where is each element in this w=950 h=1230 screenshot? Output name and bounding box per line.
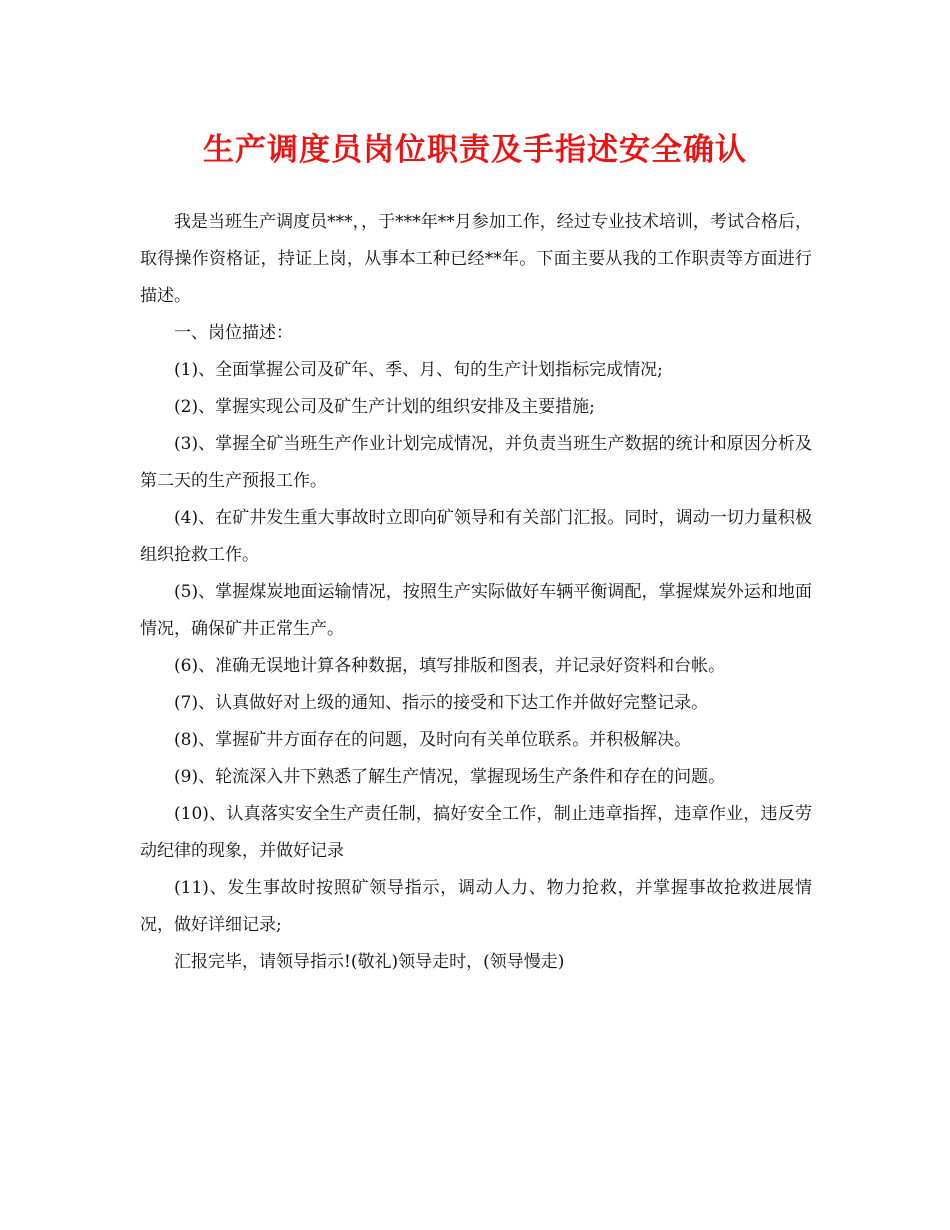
paragraph-intro: 我是当班生产调度员***，，于***年**月参加工作，经过专业技术培训，考试合格后，取得操作资格证，持证上岗，从事本工种已经**年。下面主要从我的工作职责等方面进行描述。 [140, 212, 812, 306]
duty-item-2: (2)、掌握实现公司及矿生产计划的组织安排及主要措施; [174, 397, 595, 417]
duty-item-6: (6)、准确无误地计算各种数据，填写排版和图表，并记录好资料和台帐。 [174, 656, 726, 676]
duty-item-8: (8)、掌握矿井方面存在的问题，及时向有关单位联系。并积极解决。 [174, 730, 692, 750]
duty-item-4: (4)、在矿井发生重大事故时立即向矿领导和有关部门汇报。同时，调动一切力量积极组织抢救工作。 [140, 508, 812, 565]
paragraph-closing: 汇报完毕，请领导指示!(敬礼)领导走时，(领导慢走) [174, 952, 565, 972]
duty-item-1: (1)、全面掌握公司及矿年、季、月、旬的生产计划指标完成情况; [174, 360, 663, 380]
duty-item-9: (9)、轮流深入井下熟悉了解生产情况，掌握现场生产条件和存在的问题。 [174, 767, 726, 787]
section-heading-job-description: 一、岗位描述： [174, 323, 293, 343]
document-body [140, 204, 812, 981]
duty-item-5: (5)、掌握煤炭地面运输情况，按照生产实际做好车辆平衡调配，掌握煤炭外运和地面情况，确保矿井正常生产。 [140, 582, 812, 639]
duty-item-7: (7)、认真做好对上级的通知、指示的接受和下达工作并做好完整记录。 [174, 693, 709, 713]
duty-item-3: (3)、掌握全矿当班生产作业计划完成情况，并负责当班生产数据的统计和原因分析及第二天的生产预报工作。 [140, 434, 812, 491]
duty-item-11: (11)、发生事故时按照矿领导指示，调动人力、物力抢救，并掌握事故抢救进展情况，做好详细记录; [140, 878, 812, 935]
duty-item-10: (10)、认真落实安全生产责任制，搞好安全工作，制止违章指挥，违章作业，违反劳动纪律的现象，并做好记录 [140, 804, 812, 861]
document-title: 生产调度员岗位职责及手指述安全确认 [203, 132, 747, 168]
